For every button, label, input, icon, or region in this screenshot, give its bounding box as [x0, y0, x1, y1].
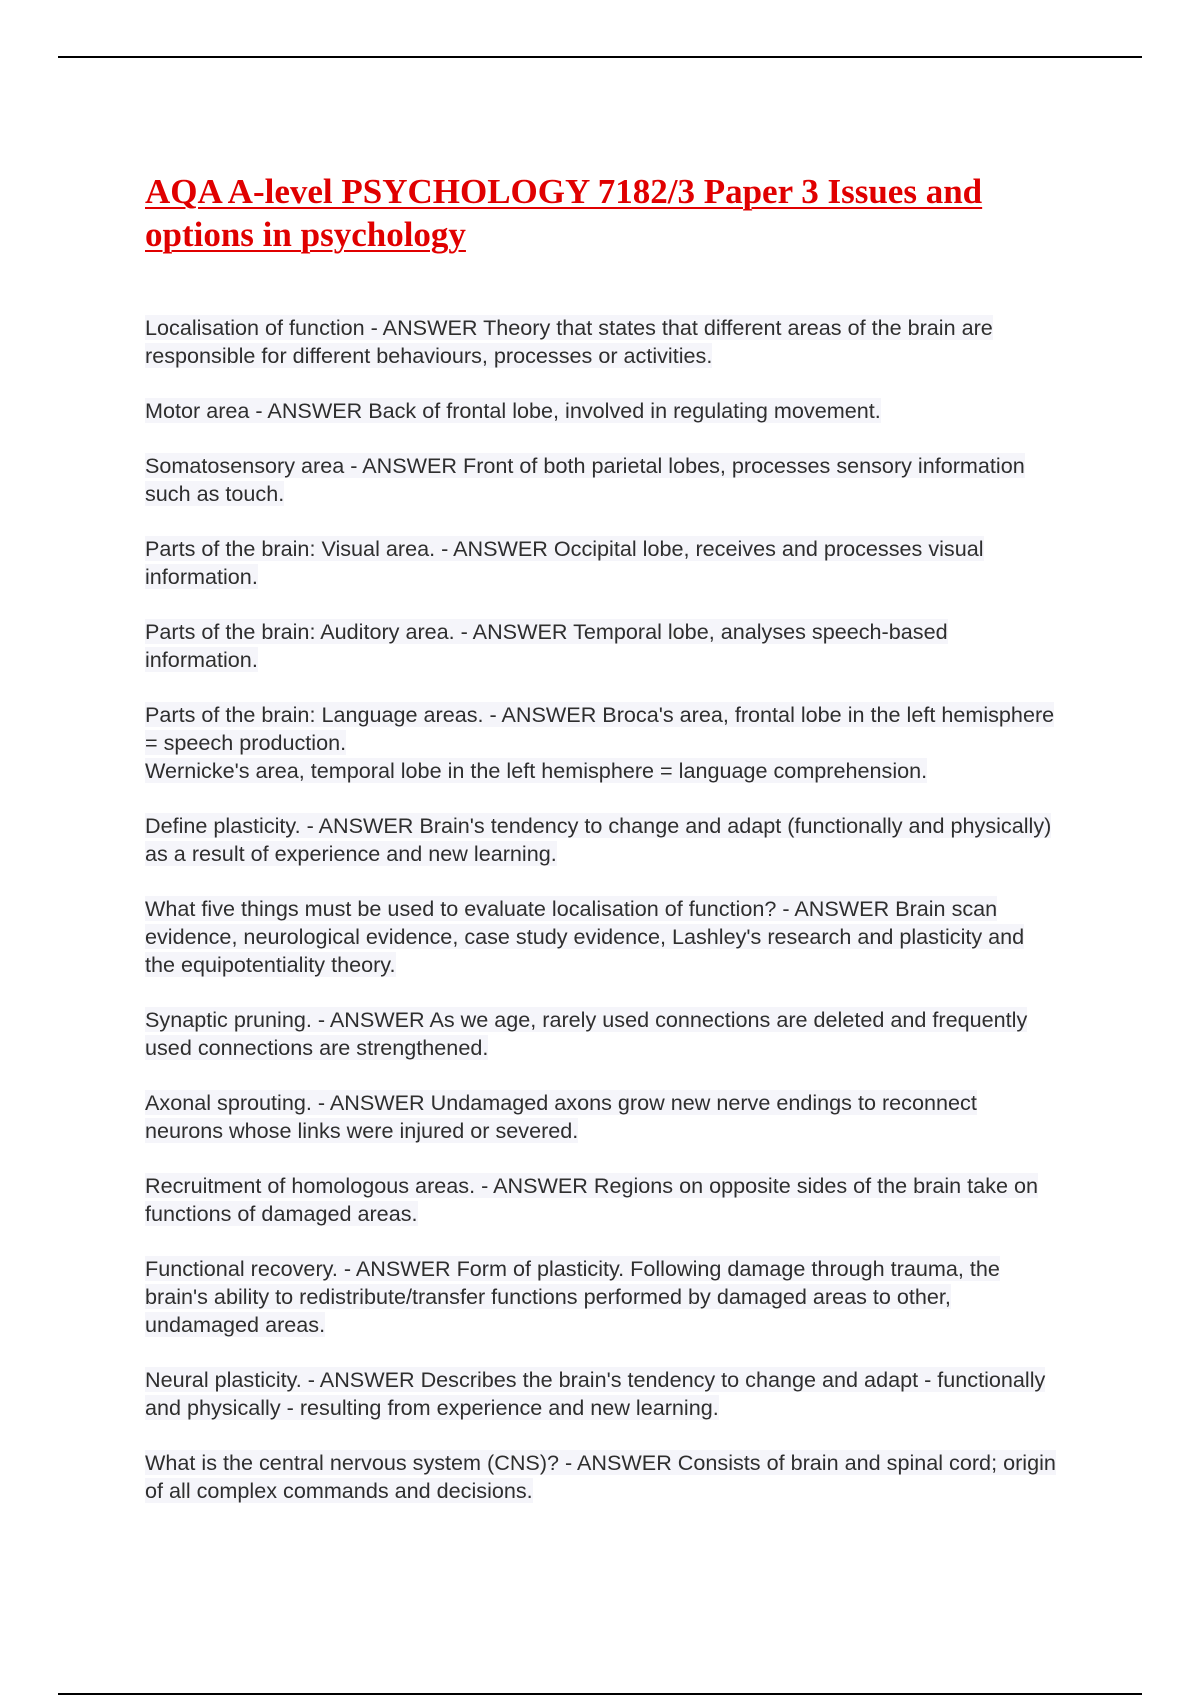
page-bottom-rule: [58, 1693, 1142, 1695]
qa-item-text: What five things must be used to evaluate localisation of function? - ANSWER Brain scan evidence, neurological evidence, case study evidence, Lashley's research and plasticity and the equipotentiality theory.: [145, 896, 1025, 977]
qa-item-text: Neural plasticity. - ANSWER Describes the brain's tendency to change and adapt - functionally and physically - resulting from experience and new learning.: [145, 1367, 1046, 1420]
qa-item-text: Parts of the brain: Auditory area. - ANSWER Temporal lobe, analyses speech-based information.: [145, 619, 948, 672]
qa-list: [145, 314, 1060, 1532]
qa-item-text: Parts of the brain: Visual area. - ANSWER Occipital lobe, receives and processes visual information.: [145, 536, 984, 589]
qa-item-text: Define plasticity. - ANSWER Brain's tendency to change and adapt (functionally and physically) as a result of experience and new learning.: [145, 813, 1052, 866]
qa-item-text: Localisation of function - ANSWER Theory that states that different areas of the brain are responsible for different behaviours, processes or activities.: [145, 315, 993, 368]
qa-item: [145, 895, 1060, 979]
document-title: AQA A-level PSYCHOLOGY 7182/3 Paper 3 Issues and options in psychology: [145, 172, 983, 254]
qa-item: [145, 1366, 1060, 1422]
qa-item: [145, 452, 1060, 508]
qa-item: [145, 1255, 1060, 1339]
qa-item-text: Recruitment of homologous areas. - ANSWER Regions on opposite sides of the brain take on functions of damaged areas.: [145, 1173, 1039, 1226]
qa-item: [145, 1006, 1060, 1062]
page-top-rule: [58, 56, 1142, 58]
qa-item: [145, 1172, 1060, 1228]
qa-item: [145, 397, 1060, 425]
qa-item: [145, 618, 1060, 674]
qa-item-text: Axonal sprouting. - ANSWER Undamaged axons grow new nerve endings to reconnect neurons whose links were injured or severed.: [145, 1090, 977, 1143]
qa-item-text: Parts of the brain: Language areas. - ANSWER Broca's area, frontal lobe in the left hemisphere = speech production. Wernicke's area, temporal lobe in the left hemisphere = language comprehension.: [145, 702, 1055, 783]
qa-item-text: Motor area - ANSWER Back of frontal lobe, involved in regulating movement.: [145, 398, 881, 423]
qa-item: [145, 535, 1060, 591]
qa-item: [145, 314, 1060, 370]
qa-item-text: Somatosensory area - ANSWER Front of both parietal lobes, processes sensory information such as touch.: [145, 453, 1025, 506]
qa-item: [145, 1089, 1060, 1145]
qa-item: [145, 701, 1060, 785]
qa-item-text: Synaptic pruning. - ANSWER As we age, rarely used connections are deleted and frequently used connections are strengthened.: [145, 1007, 1028, 1060]
qa-item: [145, 812, 1060, 868]
qa-item-text: Functional recovery. - ANSWER Form of plasticity. Following damage through trauma, the brain's ability to redistribute/transfer functions performed by damaged areas to other, undamaged areas.: [145, 1256, 1000, 1337]
qa-item: [145, 1449, 1060, 1505]
qa-item-text: What is the central nervous system (CNS)? - ANSWER Consists of brain and spinal cord; origin of all complex commands and decisions.: [145, 1450, 1056, 1503]
